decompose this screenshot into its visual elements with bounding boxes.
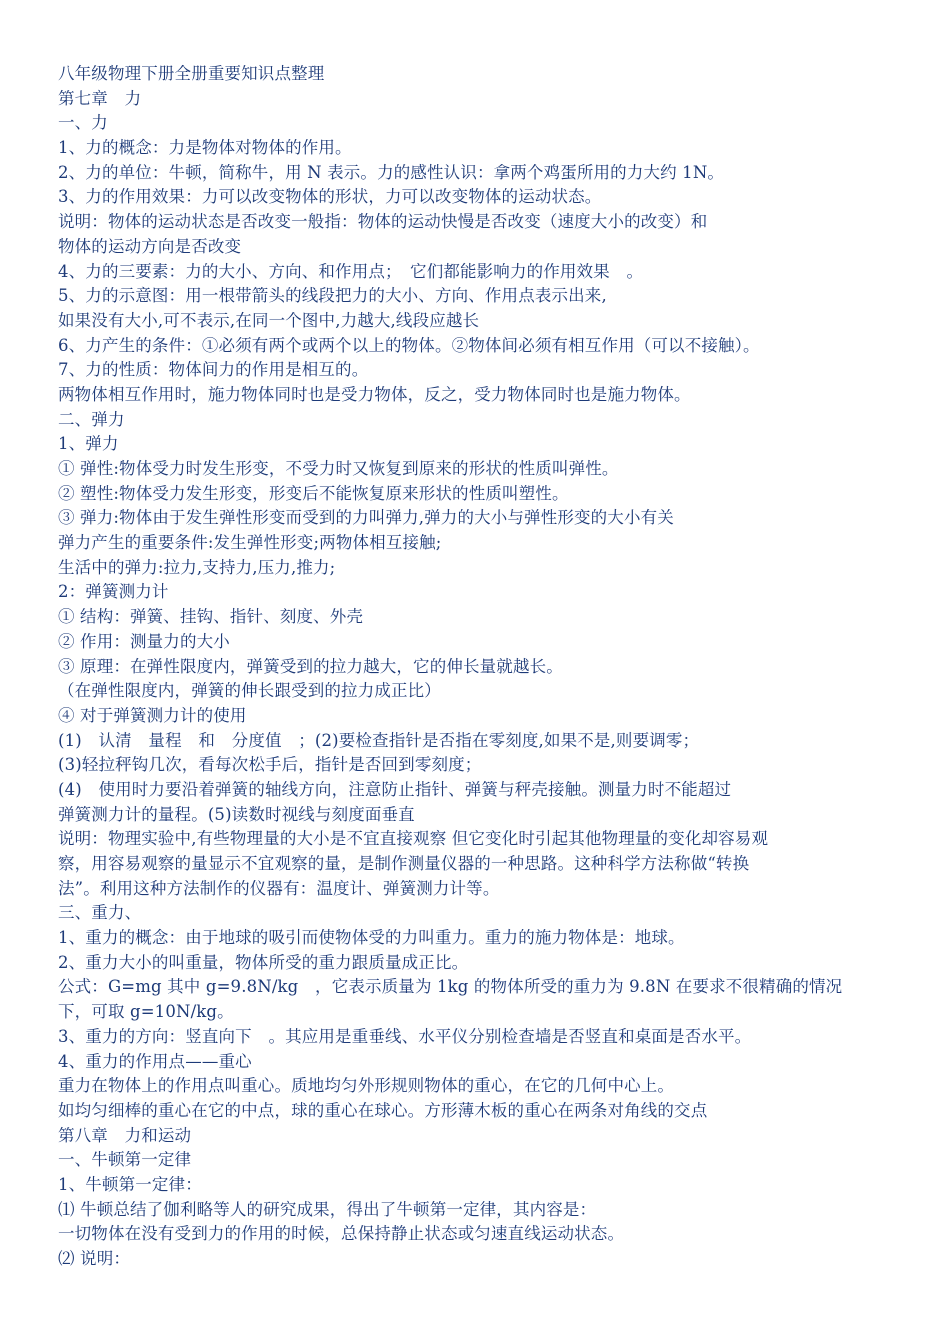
text-line: ② 作用：测量力的大小 <box>58 631 230 651</box>
text-line: 1、弹力 <box>58 434 119 454</box>
text-line: 察，用容易观察的量显示不宜观察的量，是制作测量仪器的一种思路。这种科学方法称做“转换 <box>58 854 750 873</box>
text-line: （在弹性限度内，弹簧的伸长跟受到的拉力成正比） <box>58 681 441 701</box>
document-title: 八年级物理下册全册重要知识点整理 <box>58 64 325 83</box>
text-line: 如均匀细棒的重心在它的中点，球的重心在球心。方形薄木板的重心在两条对角线的交点 <box>58 1100 708 1120</box>
document-body <box>58 62 898 1272</box>
text-line: 3、力的作用效果：力可以改变物体的形状，力可以改变物体的运动状态。 <box>58 187 602 207</box>
text-line: 说明：物理实验中,有些物理量的大小是不宜直接观察 但它变化时引起其他物理量的变化却容易观 <box>58 829 769 849</box>
text-line: 法”。利用这种方法制作的仪器有：温度计、弹簧测力计等。 <box>58 878 500 898</box>
text-line: 一切物体在没有受到力的作用的时候，总保持静止状态或匀速直线运动状态。 <box>58 1224 625 1244</box>
section-heading: 三、重力、 <box>58 903 142 923</box>
text-line: ③ 原理：在弹性限度内，弹簧受到的拉力越大，它的伸长量就越长。 <box>58 656 563 676</box>
text-line: 7、力的性质：物体间力的作用是相互的。 <box>58 360 369 380</box>
text-line: 弹力产生的重要条件:发生弹性形变;两物体相互接触; <box>58 533 442 553</box>
text-line: ① 结构：弹簧、挂钩、指针、刻度、外壳 <box>58 607 364 627</box>
chapter-heading: 第七章 力 <box>58 88 142 108</box>
text-line: ⑵ 说明： <box>58 1249 130 1268</box>
text-line: (1) 认清 量程 和 分度值 ；(2)要检查指针是否指在零刻度,如果不是,则要调零； <box>58 730 700 750</box>
text-line: 3、重力的方向：竖直向下 。其应用是重垂线、水平仪分别检查墙是否竖直和桌面是否水平。 <box>58 1026 752 1046</box>
text-line: 4、力的三要素：力的大小、方向、和作用点； 它们都能影响力的作用效果 。 <box>58 261 644 281</box>
section-heading: 二、弹力 <box>58 409 125 429</box>
text-line: 公式：G=mg 其中 g=9.8N/kg ，它表示质量为 1kg 的物体所受的重力为 9.8N 在要求不很精确的情况 <box>58 977 843 997</box>
text-line: 生活中的弹力:拉力,支持力,压力,推力; <box>58 557 336 577</box>
text-line: ⑴ 牛顿总结了伽利略等人的研究成果，得出了牛顿第一定律，其内容是： <box>58 1199 597 1219</box>
text-line: 1、重力的概念：由于地球的吸引而使物体受的力叫重力。重力的施力物体是：地球。 <box>58 928 685 948</box>
text-line: 2、重力大小的叫重量，物体所受的重力跟质量成正比。 <box>58 952 469 972</box>
text-line: 物体的运动方向是否改变 <box>58 236 242 256</box>
text-line: 如果没有大小,可不表示,在同一个图中,力越大,线段应越长 <box>58 310 480 330</box>
text-line: (3)轻拉秤钩几次，看每次松手后，指针是否回到零刻度； <box>58 755 482 775</box>
chapter-heading: 第八章 力和运动 <box>58 1125 192 1145</box>
text-line: ① 弹性:物体受力时发生形变，不受力时又恢复到原来的形状的性质叫弹性。 <box>58 459 619 478</box>
section-heading: 一、牛顿第一定律 <box>58 1150 192 1170</box>
text-line: (4) 使用时力要沿着弹簧的轴线方向，注意防止指针、弹簧与秤壳接触。测量力时不能超过 <box>58 779 732 799</box>
text-line: 重力在物体上的作用点叫重心。质地均匀外形规则物体的重心，在它的几何中心上。 <box>58 1076 675 1096</box>
text-line: 1、牛顿第一定律： <box>58 1174 202 1194</box>
text-line: ④ 对于弹簧测力计的使用 <box>58 705 247 725</box>
text-line: 5、力的示意图：用一根带箭头的线段把力的大小、方向、作用点表示出来, <box>58 286 607 306</box>
text-line: 下，可取 g=10N/kg。 <box>58 1002 234 1022</box>
text-line: ③ 弹力:物体由于发生弹性形变而受到的力叫弹力,弹力的大小与弹性形变的大小有关 <box>58 508 674 528</box>
text-line: ② 塑性:物体受力发生形变，形变后不能恢复原来形状的性质叫塑性。 <box>58 483 569 503</box>
text-line: 2、力的单位：牛顿，简称牛，用 N 表示。力的感性认识：拿两个鸡蛋所用的力大约 1N。 <box>58 162 725 182</box>
text-line: 弹簧测力计的量程。(5)读数时视线与刻度面垂直 <box>58 804 415 824</box>
text-line: 4、重力的作用点——重心 <box>58 1051 252 1071</box>
text-line: 2：弹簧测力计 <box>58 582 169 602</box>
text-line: 说明：物体的运动状态是否改变一般指：物体的运动快慢是否改变（速度大小的改变）和 <box>58 212 708 232</box>
text-line: 两物体相互作用时，施力物体同时也是受力物体，反之，受力物体同时也是施力物体。 <box>58 384 691 404</box>
text-line: 6、力产生的条件：①必须有两个或两个以上的物体。②物体间必须有相互作用（可以不接触）。 <box>58 335 760 355</box>
text-line: 1、力的概念：力是物体对物体的作用。 <box>58 138 352 158</box>
section-heading: 一、力 <box>58 113 108 133</box>
